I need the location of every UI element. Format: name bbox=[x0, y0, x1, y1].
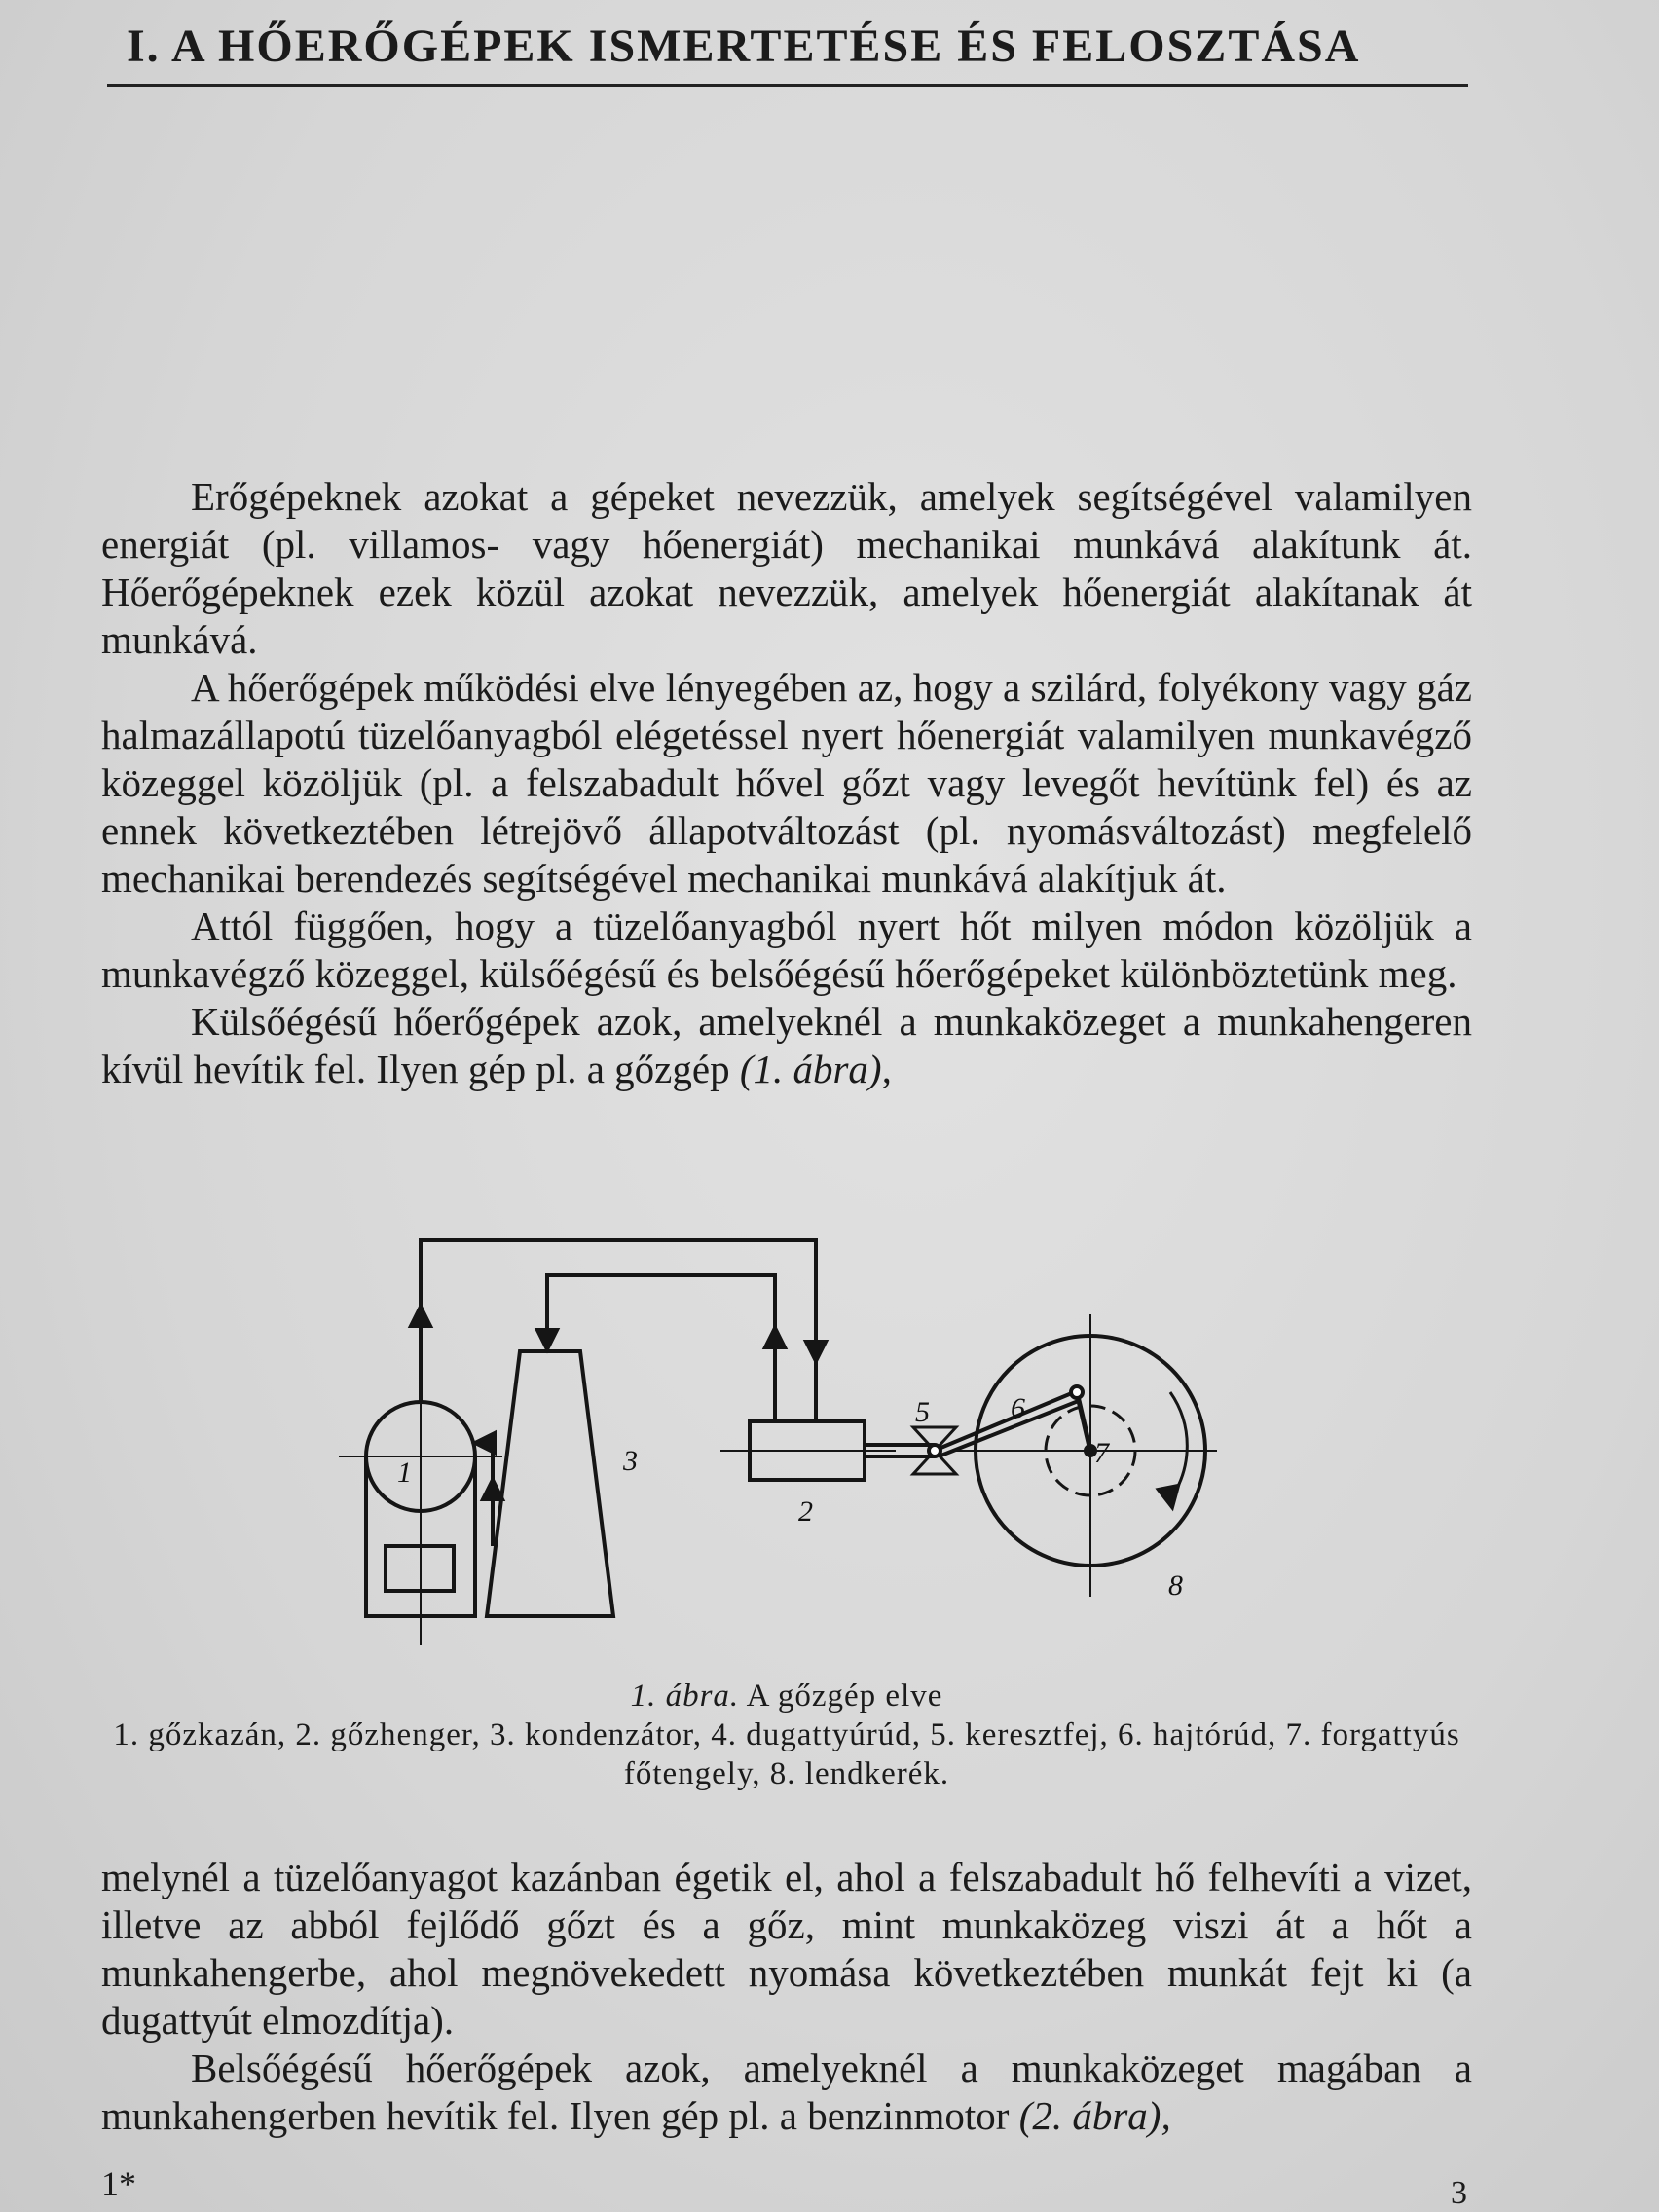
paragraph: melynél a tüzelőanyagot kazánban égetik el, ahol a felszabadult hő felhevíti a vizet, illetve az abból fejlődő gőzt és a gőz, mint munkaközeg viszi át a hőt a munkahengerbe, ahol megnövekedett nyomása következtében munkát fejt ki (a dugattyút elmozdítja). bbox=[101, 1855, 1472, 2043]
figure-caption bbox=[101, 1677, 1472, 1793]
label-6: 6 bbox=[1011, 1392, 1025, 1424]
label-5: 5 bbox=[915, 1396, 930, 1428]
label-2: 2 bbox=[798, 1495, 813, 1528]
label-7: 7 bbox=[1094, 1437, 1109, 1469]
paragraph bbox=[101, 2045, 1472, 2140]
paragraph: Erőgépeknek azokat a gépeket nevezzük, amelyek segítségével valamilyen energiát (pl. villamos- vagy hőenergiát) mechanikai munkává alakítunk át. Hőerőgépeknek ezek közül azokat nevezzük, amelyek hőenergiát alakítanak át munkává. bbox=[101, 474, 1472, 662]
paragraph: Attól függően, hogy a tüzelőanyagból nyert hőt milyen módon közöljük a munkavégző közeggel, külsőégésű és belsőégésű hőerőgépeket különböztetünk meg. bbox=[101, 903, 1472, 996]
condenser bbox=[487, 1351, 613, 1616]
body-text-top bbox=[101, 473, 1472, 1093]
header-rule bbox=[107, 84, 1468, 87]
paragraph-text: Belsőégésű hőerőgépek azok, amelyeknél a munkaközeget magában a munkahengerben hevítik fel. Ilyen gép pl. a benzinmotor bbox=[101, 2046, 1472, 2138]
rotation-arrowhead bbox=[1159, 1486, 1178, 1507]
signature-mark: 1* bbox=[101, 2164, 136, 2203]
caption-title bbox=[101, 1677, 1472, 1715]
steam-engine-diagram bbox=[331, 1227, 1227, 1655]
label-3: 3 bbox=[623, 1445, 638, 1477]
label-8: 8 bbox=[1168, 1569, 1183, 1602]
page-number: 3 bbox=[1451, 2175, 1467, 2211]
crank-arm bbox=[1077, 1392, 1090, 1451]
paragraph-text: Külsőégésű hőerőgépek azok, amelyeknél a munkaközeget a munkahengeren kívül hevítik fel. Ilyen gép pl. a gőzgép bbox=[101, 999, 1472, 1091]
rotation-arrow bbox=[1170, 1392, 1187, 1499]
figure-reference: (2. ábra), bbox=[1018, 2093, 1171, 2138]
paragraph: A hőerőgépek működési elve lényegében az, hogy a szilárd, folyékony vagy gáz halmazállapotú tüzelőanyagból elégetéssel nyert hőenergiát valamilyen munkavégző közeggel közöljük (pl. a felszabadult hővel gőzt vagy levegőt hevítünk fel) és az ennek következtében létrejövő állapotváltozást (pl. nyomásváltozást) megfelelő mechanikai berendezés segítségével mechanikai munkává alakítjuk át. bbox=[101, 665, 1472, 901]
arrow-up-exhaust bbox=[765, 1328, 785, 1347]
arrow-up-boiler bbox=[411, 1307, 430, 1326]
figure-reference: (1. ábra), bbox=[739, 1047, 892, 1091]
caption-figure-number: 1. ábra. bbox=[630, 1678, 740, 1714]
exhaust-pipe bbox=[547, 1275, 775, 1421]
crank-pin bbox=[1071, 1386, 1083, 1398]
chapter-title: I. A HŐERŐGÉPEK ISMERTETÉSE ÉS FELOSZTÁSA bbox=[127, 20, 1361, 72]
diagram-svg bbox=[331, 1227, 1227, 1655]
body-text-bottom bbox=[101, 1854, 1472, 2140]
arrow-down-cylinder bbox=[806, 1342, 826, 1361]
connecting-rod-edge bbox=[939, 1400, 1081, 1456]
steam-pipe bbox=[421, 1240, 816, 1421]
arrow-up-return bbox=[483, 1480, 502, 1499]
caption-subtitle: A gőzgép elve bbox=[746, 1678, 943, 1714]
paragraph bbox=[101, 998, 1472, 1093]
label-1: 1 bbox=[397, 1456, 412, 1489]
arrow-into-boiler bbox=[475, 1433, 495, 1453]
caption-legend: 1. gőzkazán, 2. gőzhenger, 3. kondenzátor, 4. dugattyúrúd, 5. keresztfej, 6. hajtórúd, 7. forgattyús főtengely, 8. lendkerék. bbox=[113, 1717, 1460, 1791]
arrow-into-condenser bbox=[537, 1330, 557, 1349]
